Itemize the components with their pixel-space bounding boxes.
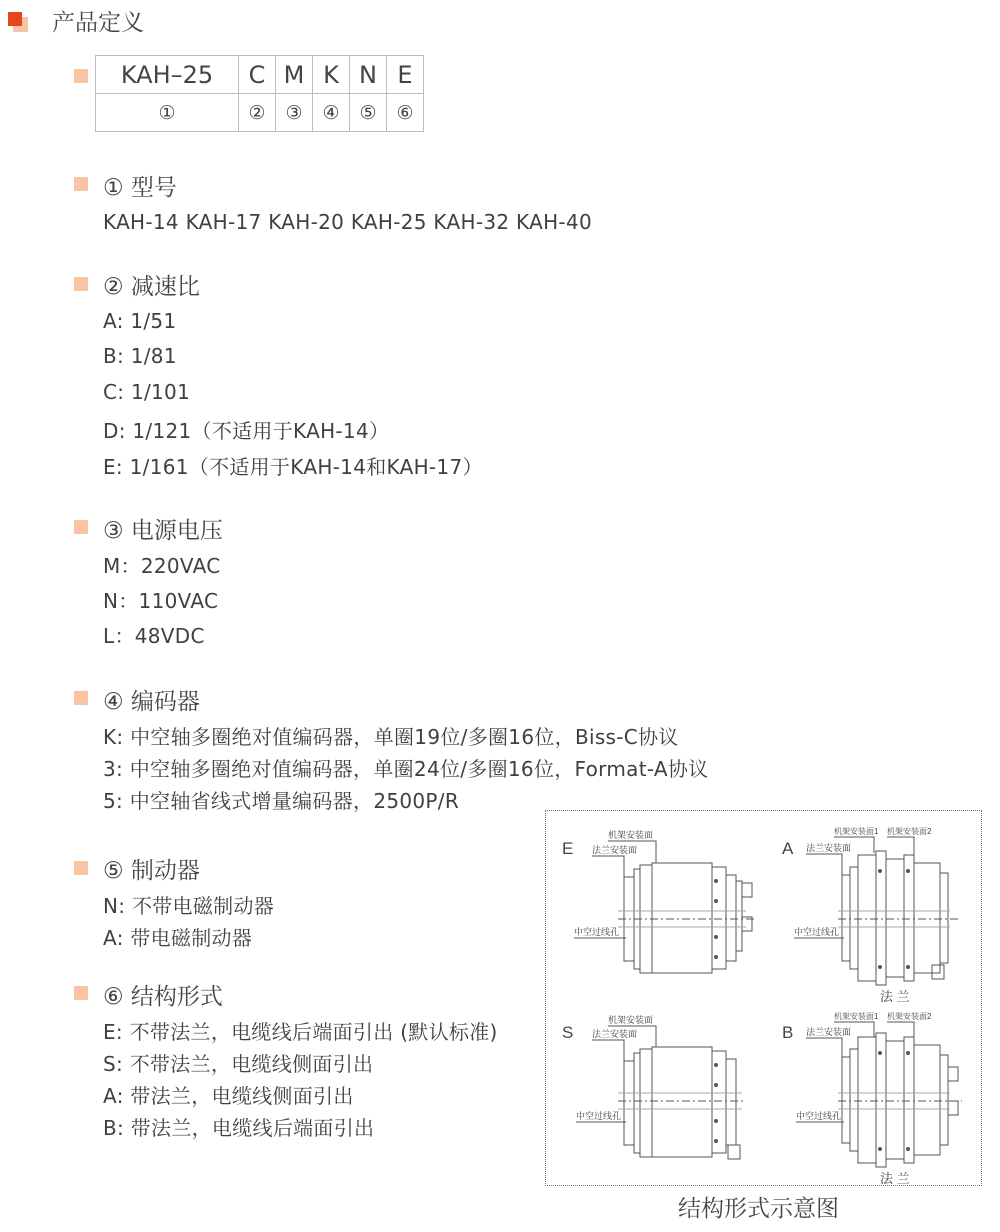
page-title: 产品定义 <box>52 10 144 36</box>
label-flange-mount: 法兰安装面 <box>592 1029 638 1039</box>
label-flange-mount: 法兰安装面 <box>806 1027 852 1037</box>
code-part-ratio: C <box>239 56 276 94</box>
section-title-brake: ⑤ 制动器 <box>103 858 200 884</box>
code-index: ⑥ <box>387 94 424 132</box>
label-hollow-hole: 中空过线孔 <box>576 1111 622 1121</box>
bullet-icon <box>74 277 88 291</box>
section-line: E: 1/161（不适用于KAH-14和KAH-17） <box>103 455 483 479</box>
panel-letter: S <box>562 1023 574 1042</box>
bullet-icon <box>74 986 88 1000</box>
section-line: C: 1/101 <box>103 380 191 404</box>
section-line: 5: 中空轴省线式增量编码器，2500P/R <box>103 789 460 813</box>
section-line: A: 带法兰，电缆线侧面引出 <box>103 1084 354 1108</box>
section-line: S: 不带法兰，电缆线侧面引出 <box>103 1052 374 1076</box>
panel-letter: E <box>562 839 574 858</box>
code-part-structure: E <box>387 56 424 94</box>
label-flange-mount: 法兰安装面 <box>592 845 638 855</box>
structure-diagram <box>545 810 982 1186</box>
section-title-model: ① 型号 <box>103 175 177 201</box>
code-part-model: KAH–25 <box>96 56 239 94</box>
section-line: 3: 中空轴多圈绝对值编码器，单圈24位/多圈16位，Format-A协议 <box>103 757 709 781</box>
section-title-voltage: ③ 电源电压 <box>103 518 223 544</box>
bullet-icon <box>74 177 88 191</box>
code-index: ③ <box>276 94 313 132</box>
section-title-encoder: ④ 编码器 <box>103 689 200 715</box>
label-hollow-hole: 中空过线孔 <box>794 927 840 937</box>
label-rack-mount-1: 机架安装面1 <box>834 827 879 836</box>
code-index: ⑤ <box>350 94 387 132</box>
panel-letter: A <box>782 839 794 858</box>
panel-letter: B <box>782 1023 794 1042</box>
code-index: ② <box>239 94 276 132</box>
section-title-structure: ⑥ 结构形式 <box>103 984 223 1010</box>
label-rack-mount: 机架安装面 <box>608 1015 654 1025</box>
label-flange-mount: 法兰安装面 <box>806 843 852 853</box>
diagram-panel-s <box>562 1014 746 1159</box>
section-line: N：110VAC <box>103 589 219 613</box>
section-line: KAH-14 KAH-17 KAH-20 KAH-25 KAH-32 KAH-40 <box>103 210 592 234</box>
label-rack-mount-2: 机架安装面2 <box>887 827 932 836</box>
code-index: ④ <box>313 94 350 132</box>
diagram-panel-b <box>782 1011 962 1186</box>
section-header-icon <box>8 12 30 34</box>
code-part-voltage: M <box>276 56 313 94</box>
label-flange: 法 兰 <box>880 1171 910 1186</box>
section-line: B: 带法兰，电缆线后端面引出 <box>103 1116 375 1140</box>
label-rack-mount-2: 机架安装面2 <box>887 1012 932 1021</box>
code-part-brake: N <box>350 56 387 94</box>
diagram-panel-a <box>782 826 958 1004</box>
label-hollow-hole: 中空过线孔 <box>796 1111 842 1121</box>
section-line: M：220VAC <box>103 554 221 578</box>
section-title-ratio: ② 减速比 <box>103 274 200 300</box>
label-hollow-hole: 中空过线孔 <box>574 927 620 937</box>
section-line: L：48VDC <box>103 624 205 648</box>
diagram-caption: 结构形式示意图 <box>678 1196 839 1222</box>
bullet-icon <box>74 69 88 83</box>
bullet-icon <box>74 691 88 705</box>
diagram-panel-e <box>562 829 756 973</box>
section-line: A: 1/51 <box>103 309 177 333</box>
model-code-table <box>95 55 424 132</box>
section-line: B: 1/81 <box>103 344 177 368</box>
code-index: ① <box>96 94 239 132</box>
section-line: N: 不带电磁制动器 <box>103 894 275 918</box>
bullet-icon <box>74 520 88 534</box>
label-rack-mount: 机架安装面 <box>608 830 654 840</box>
section-line: K: 中空轴多圈绝对值编码器，单圈19位/多圈16位，Biss-C协议 <box>103 725 679 749</box>
label-flange: 法 兰 <box>880 989 910 1004</box>
bullet-icon <box>74 861 88 875</box>
section-line: E: 不带法兰，电缆线后端面引出 (默认标准) <box>103 1020 498 1044</box>
code-part-encoder: K <box>313 56 350 94</box>
section-line: D: 1/121（不适用于KAH-14） <box>103 419 390 443</box>
label-rack-mount-1: 机架安装面1 <box>834 1012 879 1021</box>
section-line: A: 带电磁制动器 <box>103 926 253 950</box>
